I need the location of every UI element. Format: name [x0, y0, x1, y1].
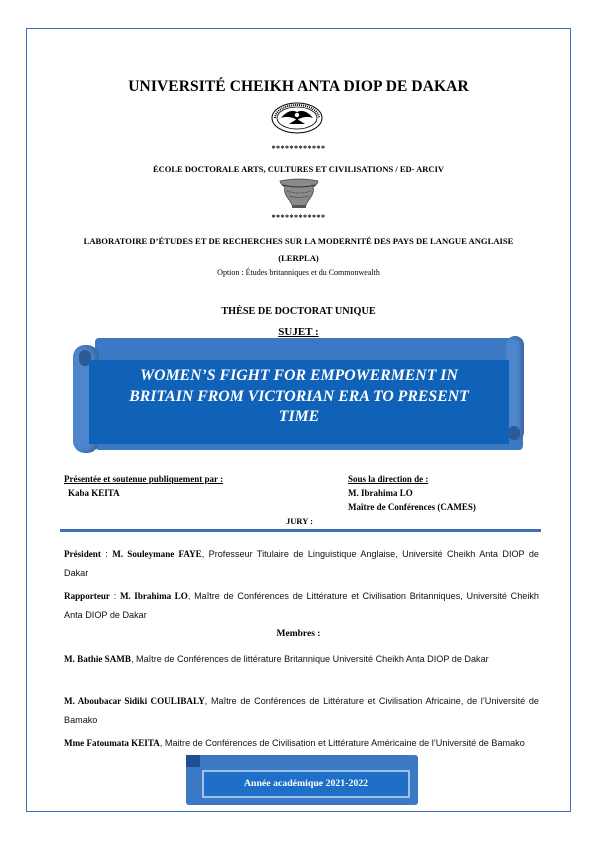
- presented-by-label: Présentée et soutenue publiquement par :: [64, 474, 224, 484]
- director-title: Maître de Conférences (CAMES): [348, 502, 476, 512]
- jury-president: Président : M. Souleymane FAYE, Professeur Titulaire de Linguistique Anglaise, Université Cheikh Anta DIOP de Dakar: [64, 549, 539, 578]
- jury-member-name: M. Ibrahima LO: [119, 591, 188, 601]
- jury-member-desc: , Maitre de Conférences de Civilisation et Littérature Américaine de l’Université de Bamako: [159, 738, 525, 748]
- jury-member-name: M. Bathie SAMB: [64, 654, 131, 664]
- jury-divider: [60, 529, 541, 532]
- jury-member-name: Mme Fatoumata KEITA: [64, 738, 160, 748]
- jury-member: [64, 650, 539, 669]
- thesis-title-line: BRITAIN FROM VICTORIAN ERA TO PRESENT: [129, 387, 469, 405]
- doctoral-school: ÉCOLE DOCTORALE ARTS, CULTURES ET CIVILISATIONS / ED- ARCIV: [152, 164, 445, 174]
- jury-member-name: M. Aboubacar Sidiki COULIBALY: [64, 696, 205, 706]
- subject-label: SUJET :: [278, 326, 319, 338]
- thesis-title-line: TIME: [278, 408, 320, 425]
- jury-member-desc: , Maître de Conférences de littérature Britannique Université Cheikh Anta DIOP de Dakar: [130, 654, 489, 664]
- director-name: M. Ibrahima LO: [348, 488, 413, 498]
- option-line: Option : Études britanniques et du Commonwealth: [217, 268, 380, 277]
- jury-rapporteur: Rapporteur : M. Ibrahima LO, Maître de Conférences de Littérature et Civilisation Britanniques, Université Cheikh Anta DIOP de Dakar: [64, 591, 539, 620]
- separator-stars: ************: [271, 213, 326, 222]
- jury-member-desc: , Maître de Conférences de Littérature et Civilisation Africaine, de l’Université de Bamako: [64, 696, 539, 725]
- supervision-label: Sous la direction de :: [348, 474, 429, 484]
- jury-member-desc: , Maître de Conférences de Littérature et Civilisation Britanniques, Université Cheikh Anta DIOP de Dakar: [64, 591, 539, 620]
- vase-emblem-icon: [277, 177, 321, 209]
- thesis-title-banner: [89, 360, 509, 444]
- jury-role: Président: [64, 549, 101, 559]
- academic-year: Année académique 2021-2022: [202, 770, 410, 798]
- thesis-type: THÈSE DE DOCTORAT UNIQUE: [221, 306, 376, 317]
- university-seal-icon: [271, 102, 323, 134]
- separator-stars: ************: [271, 144, 326, 153]
- university-name: UNIVERSITÉ CHEIKH ANTA DIOP DE DAKAR: [128, 78, 469, 95]
- members-label: Membres :: [276, 629, 321, 639]
- thesis-title-line: WOMEN’S FIGHT FOR EMPOWERMENT IN: [140, 367, 458, 384]
- jury-member: [64, 692, 539, 730]
- laboratory-name: LABORATOIRE D’ÉTUDES ET DE RECHERCHES SUR LA MODERNITÉ DES PAYS DE LANGUE ANGLAISE (LERPLA): [83, 236, 514, 263]
- jury-role: Rapporteur: [64, 591, 110, 601]
- academic-year-box-corner: [186, 755, 200, 767]
- banner-curl-right: [508, 426, 520, 440]
- jury-member-name: M. Souleymane FAYE: [112, 549, 202, 559]
- author-name: Kaba KEITA: [68, 488, 120, 498]
- jury-member: [64, 734, 539, 753]
- jury-label: JURY :: [286, 516, 314, 526]
- jury-member-desc: , Professeur Titulaire de Linguistique Anglaise, Université Cheikh Anta DIOP de Dakar: [64, 549, 539, 578]
